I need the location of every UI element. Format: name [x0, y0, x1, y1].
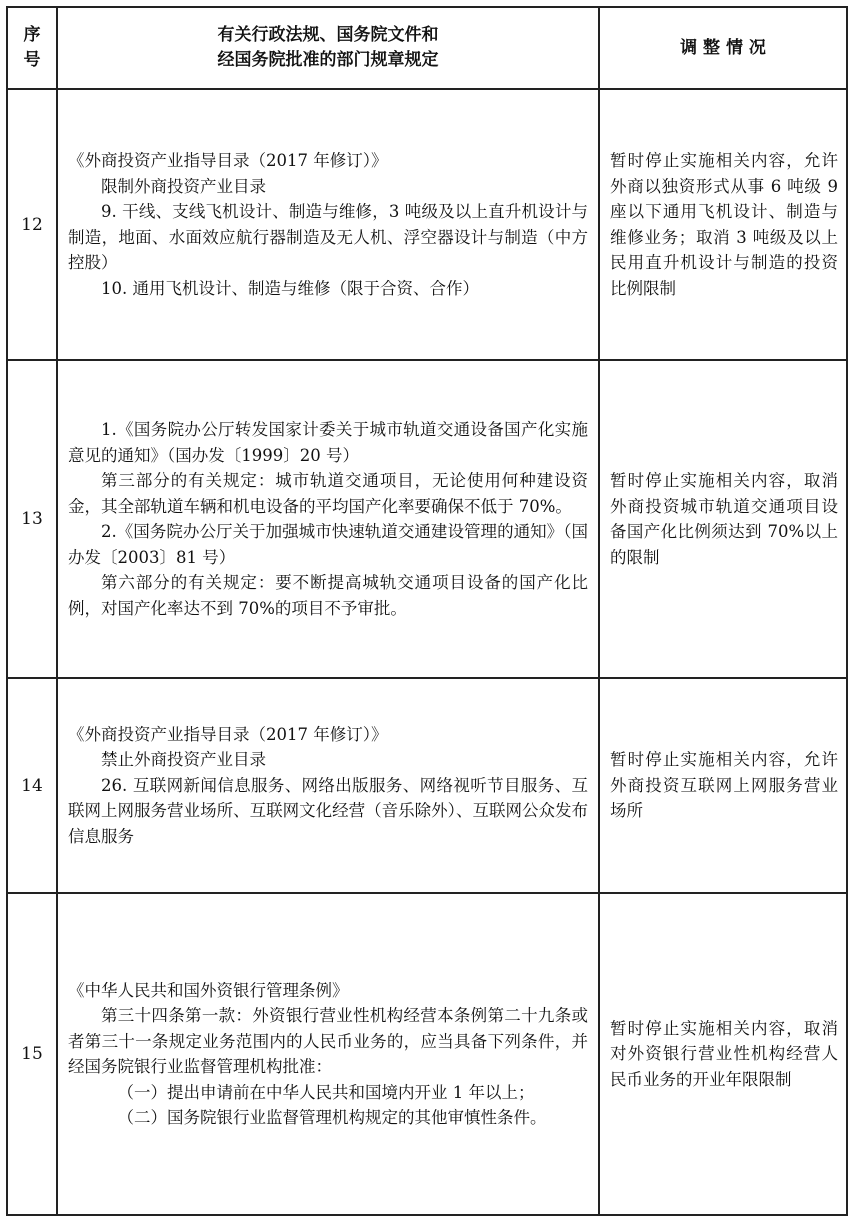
table-row [7, 893, 847, 1215]
regulation-text: 《外商投资产业指导目录（2017 年修订）》 限制外商投资产业目录 9. 干线、支线飞机设计、制造与维修，3 吨级及以上直升机设计与制造，地面、水面效应航行器制造及无人机、浮空器设计与制造（中方控股） 10. 通用飞机设计、制造与维修（限于合资、合作） [57, 89, 599, 360]
adjustment-text: 暂时停止实施相关内容，允许外商投资互联网上网服务营业场所 [599, 678, 847, 893]
regulation-adjustment-table [6, 6, 848, 1216]
table-header-row [7, 7, 847, 89]
row-number: 13 [7, 360, 57, 678]
row-number: 12 [7, 89, 57, 360]
adjustment-text: 暂时停止实施相关内容，允许外商以独资形式从事 6 吨级 9 座以下通用飞机设计、制造与维修业务；取消 3 吨级及以上民用直升机设计与制造的投资比例限制 [599, 89, 847, 360]
table-row [7, 89, 847, 360]
header-adjustment: 调 整 情 况 [599, 7, 847, 89]
row-number: 14 [7, 678, 57, 893]
header-regulations: 有关行政法规、国务院文件和 经国务院批准的部门规章规定 [57, 7, 599, 89]
header-serial-number: 序 号 [7, 7, 57, 89]
regulation-text: 《中华人民共和国外资银行管理条例》 第三十四条第一款：外资银行营业性机构经营本条例第二十九条或者第三十一条规定业务范围内的人民币业务的，应当具备下列条件，并经国务院银行业监督管理机构批准： （一）提出申请前在中华人民共和国境内开业 1 年以上； （二）国务院银行业监督管理机构规定的其他审慎性条件。 [57, 893, 599, 1215]
regulation-text: 《外商投资产业指导目录（2017 年修订）》 禁止外商投资产业目录 26. 互联网新闻信息服务、网络出版服务、网络视听节目服务、互联网上网服务营业场所、互联网文化经营（音乐除外）、互联网公众发布信息服务 [57, 678, 599, 893]
adjustment-text: 暂时停止实施相关内容，取消外商投资城市轨道交通项目设备国产化比例须达到 70%以上的限制 [599, 360, 847, 678]
table-row [7, 678, 847, 893]
row-number: 15 [7, 893, 57, 1215]
regulation-text: 1.《国务院办公厅转发国家计委关于城市轨道交通设备国产化实施意见的通知》（国办发〔1999〕20 号） 第三部分的有关规定：城市轨道交通项目，无论使用何种建设资金，其全部轨道车辆和机电设备的平均国产化率要确保不低于 70%。 2.《国务院办公厅关于加强城市快速轨道交通建设管理的通知》（国办发〔2003〕81 号） 第六部分的有关规定：要不断提高城轨交通项目设备的国产化比例，对国产化率达不到 70%的项目不予审批。 [57, 360, 599, 678]
table-row [7, 360, 847, 678]
adjustment-text: 暂时停止实施相关内容，取消对外资银行营业性机构经营人民币业务的开业年限限制 [599, 893, 847, 1215]
